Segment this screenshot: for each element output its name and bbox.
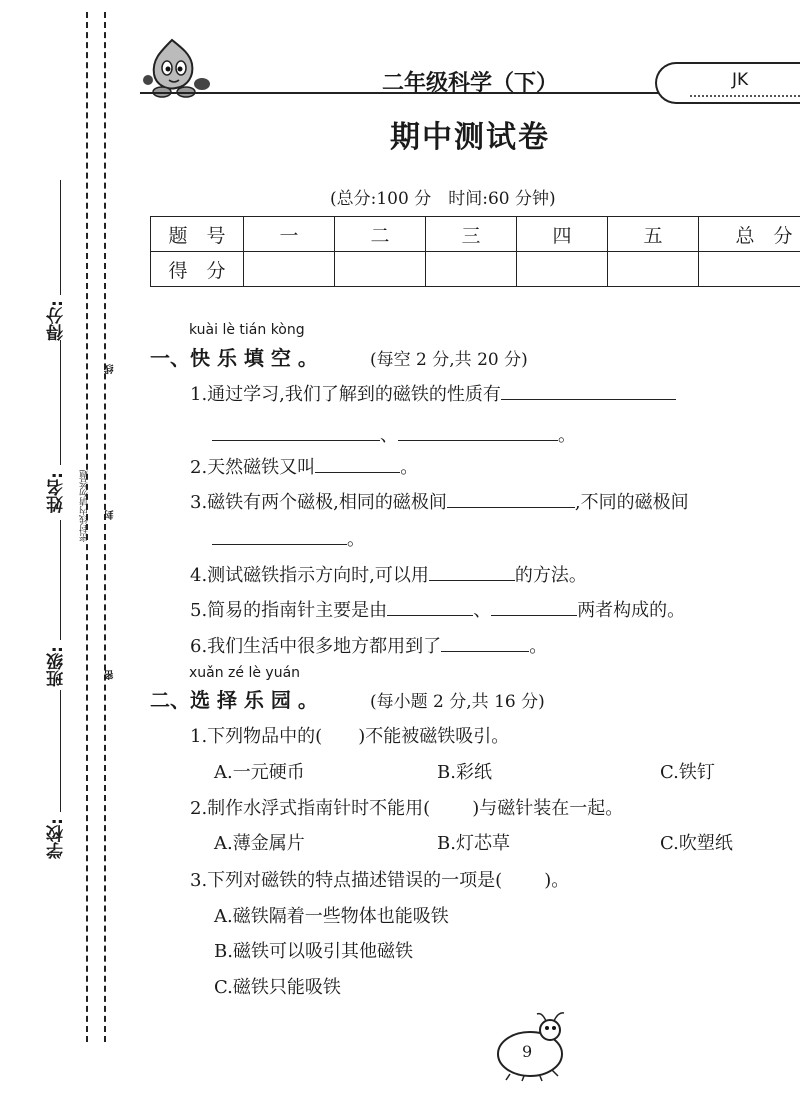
question-2-3: 3.下列对磁铁的特点描述错误的一项是( )。 <box>190 870 570 891</box>
score-cell[interactable] <box>517 252 608 287</box>
question-1-5: 5.简易的指南针主要是由 、 两者构成的。 <box>190 596 685 622</box>
section1-title: 一、快 乐 填 空 。 <box>150 346 318 370</box>
option-2-2-a[interactable]: A.薄金属片 <box>214 833 305 854</box>
table-header-cell: 题 号 <box>151 217 244 252</box>
table-row <box>151 252 800 287</box>
question-1-4: 4.测试磁铁指示方向时,可以用 的方法。 <box>190 561 587 587</box>
score-field-line[interactable] <box>60 180 61 295</box>
ladybug-icon <box>490 1010 580 1082</box>
question-1-1: 1.通过学习,我们了解到的磁铁的性质有 <box>190 380 676 406</box>
section1-pinyin: kuài lè tián kòng <box>189 322 305 338</box>
name-field-line[interactable] <box>60 340 61 465</box>
school-field-label: 学校: <box>47 818 67 859</box>
edition-label: JK <box>732 70 749 90</box>
score-cell[interactable] <box>244 252 335 287</box>
subject-title: 二年级科学（下） <box>381 71 558 96</box>
table-header-cell: 四 <box>517 217 608 252</box>
exam-title: 期中测试卷 <box>390 120 550 155</box>
school-field-line[interactable] <box>60 690 61 812</box>
option-2-1-b[interactable]: B.彩纸 <box>437 762 492 783</box>
table-row-label: 得 分 <box>151 252 244 287</box>
question-1-6: 6.我们生活中很多地方都用到了 。 <box>190 632 547 658</box>
option-2-2-b[interactable]: B.灯芯草 <box>437 833 510 854</box>
score-time-info: (总分:100 分 时间:60 分钟) <box>330 189 556 209</box>
score-cell[interactable] <box>335 252 426 287</box>
table-header-cell: 二 <box>335 217 426 252</box>
seal-char-xian: 线 <box>105 364 116 374</box>
answer-blank[interactable] <box>212 422 380 441</box>
edition-dotted-line <box>690 95 800 97</box>
edition-tab <box>655 62 800 104</box>
class-field-label: 班级: <box>47 646 67 687</box>
section1-note: (每空 2 分,共 20 分) <box>370 350 528 370</box>
question-1-3: 3.磁铁有两个磁极,相同的磁极间 ,不同的磁极间 <box>190 488 689 514</box>
answer-blank[interactable] <box>398 422 558 441</box>
table-header-cell: 一 <box>244 217 335 252</box>
score-cell[interactable] <box>699 252 800 287</box>
name-field-label: 姓名: <box>47 472 67 513</box>
table-row <box>151 217 800 252</box>
score-cell[interactable] <box>426 252 517 287</box>
answer-blank[interactable] <box>429 562 515 581</box>
section2-note: (每小题 2 分,共 16 分) <box>370 692 545 712</box>
answer-blank[interactable] <box>447 489 575 508</box>
option-2-1-a[interactable]: A.一元硬币 <box>214 762 305 783</box>
table-header-cell: 五 <box>608 217 699 252</box>
question-2-1: 1.下列物品中的( )不能被磁铁吸引。 <box>190 726 510 747</box>
question-1-2: 2.天然磁铁又叫 。 <box>190 453 418 479</box>
score-table <box>150 216 800 287</box>
seal-char-mi: 密 <box>105 670 116 680</box>
mascot-icon <box>142 36 212 98</box>
answer-blank[interactable] <box>501 381 676 400</box>
table-header-cell: 三 <box>426 217 517 252</box>
answer-blank[interactable] <box>441 633 529 652</box>
option-2-1-c[interactable]: C.铁钉 <box>660 762 715 783</box>
answer-blank[interactable] <box>491 597 577 616</box>
section2-title: 二、选 择 乐 园 。 <box>150 688 318 712</box>
binding-dashed-line-inner <box>104 12 106 1042</box>
option-2-2-c[interactable]: C.吹塑纸 <box>660 833 733 854</box>
seal-notice: 密封线内请勿答题 <box>80 470 90 542</box>
class-field-line[interactable] <box>60 520 61 640</box>
section2-pinyin: xuǎn zé lè yuán <box>189 665 301 681</box>
option-2-3-c[interactable]: C.磁铁只能吸铁 <box>214 977 341 998</box>
question-1-3-cont: 。 <box>212 525 365 551</box>
answer-blank[interactable] <box>387 597 473 616</box>
question-2-2: 2.制作水浮式指南针时不能用( )与磁针装在一起。 <box>190 798 624 819</box>
score-cell[interactable] <box>608 252 699 287</box>
option-2-3-b[interactable]: B.磁铁可以吸引其他磁铁 <box>214 941 413 962</box>
table-header-cell: 总 分 <box>699 217 800 252</box>
score-field-label: 得分: <box>47 300 67 341</box>
question-1-1-cont: 、 。 <box>212 421 576 447</box>
page-number: 9 <box>522 1042 533 1061</box>
answer-blank[interactable] <box>315 454 400 473</box>
seal-char-feng: 封 <box>105 510 116 520</box>
answer-blank[interactable] <box>212 526 347 545</box>
option-2-3-a[interactable]: A.磁铁隔着一些物体也能吸铁 <box>214 906 449 927</box>
